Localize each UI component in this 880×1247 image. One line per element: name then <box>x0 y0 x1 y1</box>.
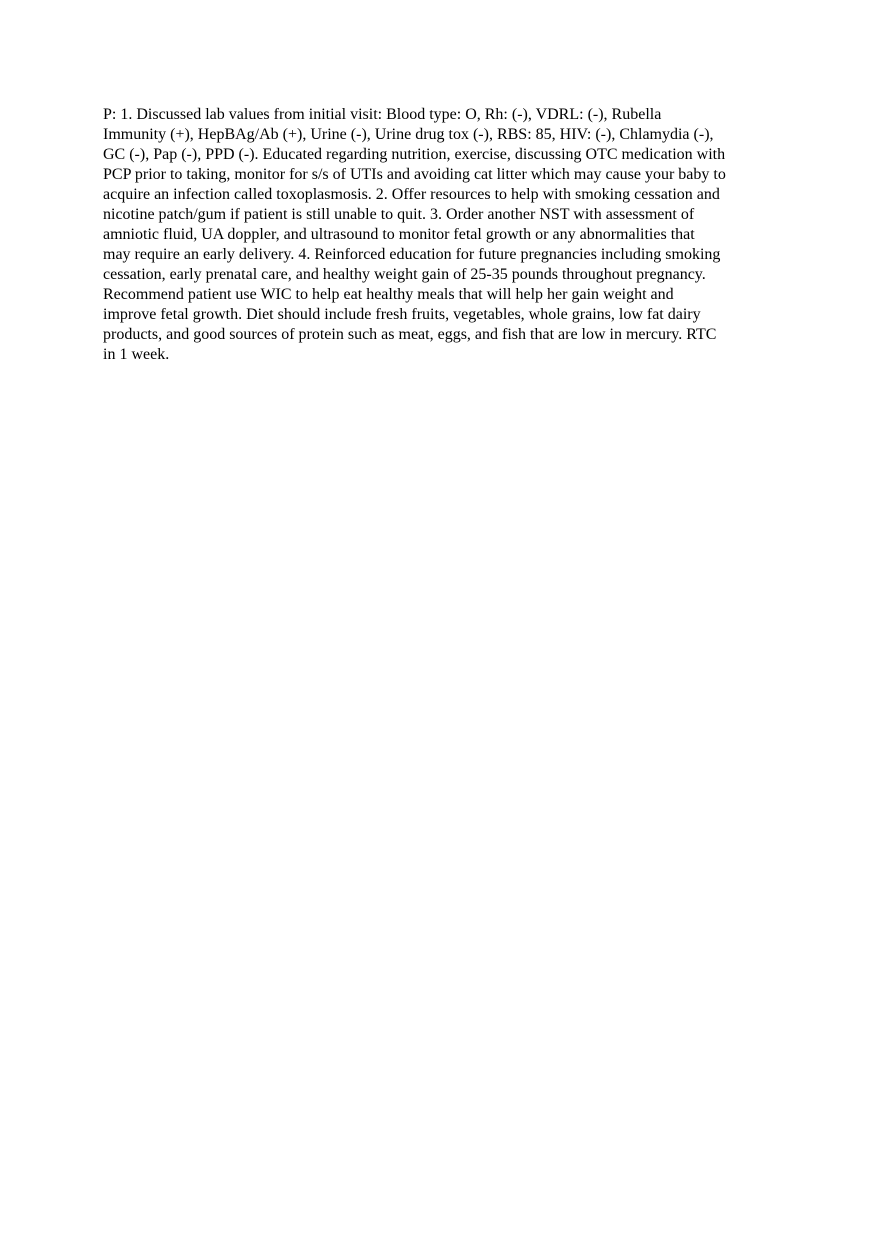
plan-text-line: cessation, early prenatal care, and healthy weight gain of 25-35 pounds throughout pregnancy. <box>103 266 706 283</box>
plan-text-line: PCP prior to taking, monitor for s/s of UTIs and avoiding cat litter which may cause your baby to <box>103 166 726 183</box>
plan-text-line: improve fetal growth. Diet should include fresh fruits, vegetables, whole grains, low fat dairy <box>103 306 701 323</box>
plan-text-line: in 1 week. <box>103 346 170 363</box>
plan-text-line: Recommend patient use WIC to help eat healthy meals that will help her gain weight and <box>103 286 674 303</box>
plan-text-line: GC (-), Pap (-), PPD (-). Educated regarding nutrition, exercise, discussing OTC medication with <box>103 146 726 163</box>
plan-text-line: P: 1. Discussed lab values from initial visit: Blood type: O, Rh: (-), VDRL: (-), Rubella <box>103 106 662 123</box>
plan-text-line: may require an early delivery. 4. Reinforced education for future pregnancies including smoking <box>103 246 721 263</box>
plan-text-line: products, and good sources of protein such as meat, eggs, and fish that are low in mercury. RTC <box>103 326 717 343</box>
plan-text-line: acquire an infection called toxoplasmosis. 2. Offer resources to help with smoking cessation and <box>103 186 720 203</box>
plan-text-line: nicotine patch/gum if patient is still unable to quit. 3. Order another NST with assessment of <box>103 206 695 223</box>
plan-text-line: amniotic fluid, UA doppler, and ultrasound to monitor fetal growth or any abnormalities that <box>103 226 695 243</box>
plan-text-line: Immunity (+), HepBAg/Ab (+), Urine (-), Urine drug tox (-), RBS: 85, HIV: (-), Chlamydia (-), <box>103 126 714 143</box>
